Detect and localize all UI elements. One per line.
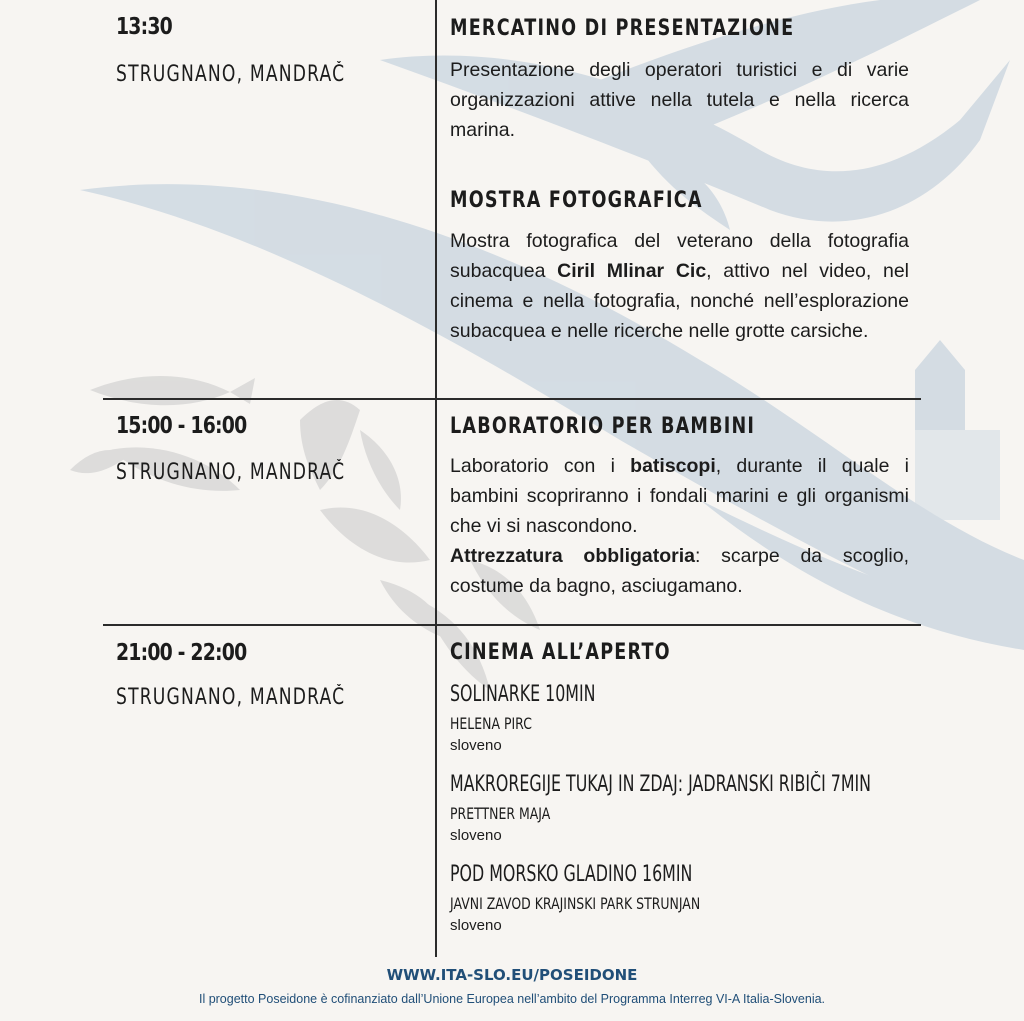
film-author: PRETTNER MAJA [450,804,551,823]
equipment-label: Attrezzatura obbligatoria [450,545,696,567]
event-title: MOSTRA FOTOGRAFICA [450,188,703,213]
event-title: LABORATORIO PER BAMBINI [450,414,756,439]
film-language: sloveno [450,737,502,754]
session-place: STRUGNANO, MANDRAČ [116,685,346,710]
event-description: Laboratorio con i batiscopi, durante il quale i bambini scopriranno i fondali marini e gli organismi che vi si nascondono. Attrezzatura obbligatoria: scarpe da scoglio, costume da bagno, asciugamano. [450,455,909,597]
footer-url-link[interactable]: WWW.ITA-SLO.EU/POSEIDONE [386,966,638,984]
film-author: HELENA PIRC [450,714,532,733]
event-description: Mostra fotografica del veterano della fotografia subacquea Ciril Mlinar Cic, attivo nel video, nel cinema e nella fotografia, nonché nell’esplorazione subacquea e nelle ricerche nelle grotte carsiche. [450,230,910,342]
event-description: Presentazione degli operatori turistici e di varie organizzazioni attive nella tutela e nella ricerca marina. [450,59,909,141]
row-divider [103,624,921,626]
session-place: STRUGNANO, MANDRAČ [116,62,346,87]
film-author: JAVNI ZAVOD KRAJINSKI PARK STRUNJAN [450,894,701,913]
film-language: sloveno [450,917,502,934]
film-language: sloveno [450,827,502,844]
footer-funding-note: Il progetto Poseidone è cofinanziato dall’Unione Europea nell’ambito del Programma Interreg VI-A Italia-Slovenia. [198,992,826,1006]
session-time: 13:30 [116,14,172,40]
row-divider [103,398,921,400]
photographer-name: Ciril Mlinar Cic [557,260,707,282]
session-time: 21:00 - 22:00 [116,640,247,666]
highlight-term: batiscopi [630,455,716,477]
session-time: 15:00 - 16:00 [116,413,247,439]
session-place: STRUGNANO, MANDRAČ [116,460,346,485]
event-title: MERCATINO DI PRESENTAZIONE [450,16,795,41]
film-title: SOLINARKE 10MIN [450,682,596,707]
film-title: POD MORSKO GLADINO 16MIN [450,862,693,887]
event-title: CINEMA ALL’APERTO [450,640,671,665]
column-divider [435,0,437,957]
film-title: MAKROREGIJE TUKAJ IN ZDAJ: JADRANSKI RIBIČI 7MIN [450,772,872,797]
